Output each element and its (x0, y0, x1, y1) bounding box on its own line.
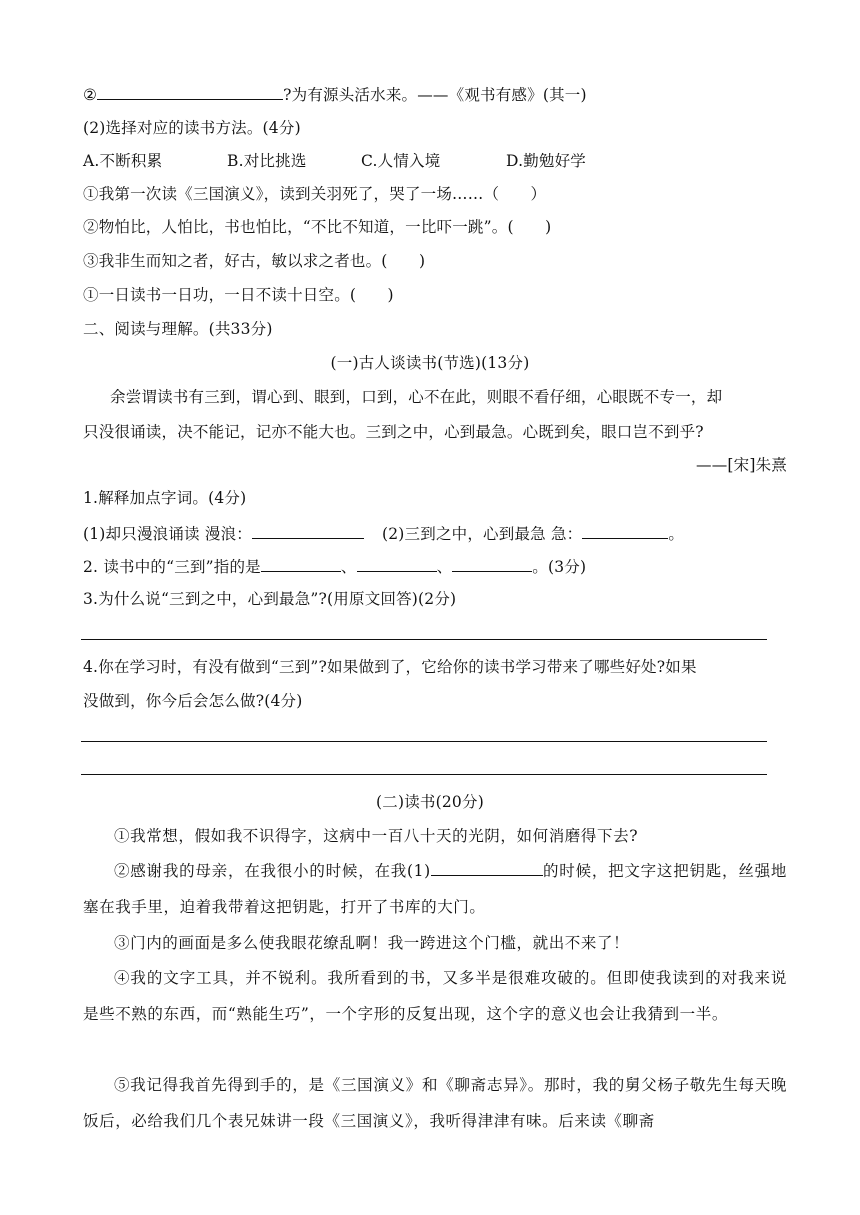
question-2-head: 2. 读书中的“三到”指的是 (83, 558, 261, 576)
poem-line-2 (83, 82, 587, 106)
question-2 (83, 554, 586, 578)
question-3: 3.为什么说“三到之中，心到最急”?(用原文回答)(2分) (83, 590, 457, 608)
poem-line-mark: ② (83, 86, 98, 104)
answer-blank[interactable] (252, 521, 364, 539)
paragraph-2-head: ②感谢我的母亲，在我很小的时候，在我(1) (114, 862, 431, 880)
passage1-author: ——[宋]朱熹 (696, 456, 787, 474)
option-b: B.对比挑选 (227, 152, 307, 170)
option-c: C.人情入境 (361, 152, 441, 170)
question-methods-title: (2)选择对应的读书方法。(4分) (83, 119, 301, 137)
passage1-line-2: 只没很诵读，决不能记，记亦不能大也。三到之中，心到最急。心既到矣，眼口岂不到乎? (83, 423, 704, 441)
poem-line-text: ?为有源头活水来。——《观书有感》(其一) (283, 86, 587, 104)
question-4-line-2: 没做到，你今后会怎么做?(4分) (83, 692, 303, 710)
answer-blank[interactable] (431, 858, 543, 876)
passage1-line-1: 余尝谓读书有三到，谓心到、眼到，口到，心不在此，则眼不看仔细，心眼既不专一，却 (110, 388, 723, 406)
question-2-sep: 、 (340, 558, 357, 576)
method-options (83, 150, 586, 172)
passage1-title: (一)古人谈读书(节选)(13分) (330, 354, 530, 372)
answer-blank[interactable] (582, 521, 668, 539)
question-1-end: 。 (668, 525, 685, 543)
passage2-paragraph-1: ①我常想，假如我不识得字，这病中一百八十天的光阴，如何消磨得下去? (114, 827, 639, 845)
answer-blank[interactable] (357, 554, 437, 572)
passage2-paragraph-3: ③门内的画面是多么使我眼花缭乱啊！我一跨进这个门槛，就出不来了！ (114, 934, 630, 952)
answer-blank[interactable] (261, 554, 341, 572)
option-a: A.不断积累 (83, 152, 163, 170)
answer-line[interactable] (81, 741, 767, 742)
question-2-tail: 。(3分) (532, 558, 587, 576)
answer-blank[interactable] (97, 82, 283, 100)
question-2-sep: 、 (436, 558, 453, 576)
passage2-title: (二)读书(20分) (376, 793, 484, 811)
option-d: D.勤勉好学 (506, 152, 587, 170)
question-1-part-2: (2)三到之中，心到最急 急： (381, 525, 583, 543)
question-1-title: 1.解释加点字词。(4分) (83, 489, 247, 507)
passage2-paragraph-2 (83, 853, 787, 925)
paragraph-2-tail: 的时候，把文字这把钥匙，丝强地塞在我手里，迫着我带着这把钥匙，打开了书库的大门。 (83, 862, 787, 916)
answer-line[interactable] (81, 774, 767, 775)
question-1-part-1: (1)却只漫浪诵读 漫浪： (83, 525, 252, 543)
answer-line[interactable] (81, 639, 767, 640)
question-4-line-1: 4.你在学习时，有没有做到“三到”?如果做到了，它给你的读书学习带来了哪些好处?如果 (83, 658, 697, 676)
method-item-4: ①一日读书一日功，一日不读十日空。( ) (83, 286, 394, 304)
passage2-paragraph-4: ④我的文字工具，并不锐利。我所看到的书，又多半是很难攻破的。但即使我读到的对我来说是些不熟的东西，而“熟能生巧”，一个字形的反复出现，这个字的意义也会让我猜到一半。 (83, 969, 787, 1023)
section-heading: 二、阅读与理解。(共33分) (83, 320, 273, 338)
passage2-paragraph-5: ⑤我记得我首先得到手的，是《三国演义》和《聊斋志异》。那时，我的舅父杨子敬先生每天晚饭后，必给我们几个表兄妹讲一段《三国演义》，我听得津津有味。后来读《聊斋 (83, 1076, 787, 1130)
method-item-3: ③我非生而知之者，好古，敏以求之者也。( ) (83, 252, 426, 270)
method-item-1: ①我第一次读《三国演义》，读到关羽死了，哭了一场……（ ） (83, 185, 547, 203)
answer-blank[interactable] (452, 554, 532, 572)
method-item-2: ②物怕比，人怕比，书也怕比，“不比不知道，一比吓一跳”。( ) (83, 218, 552, 236)
question-1-parts (83, 521, 684, 545)
